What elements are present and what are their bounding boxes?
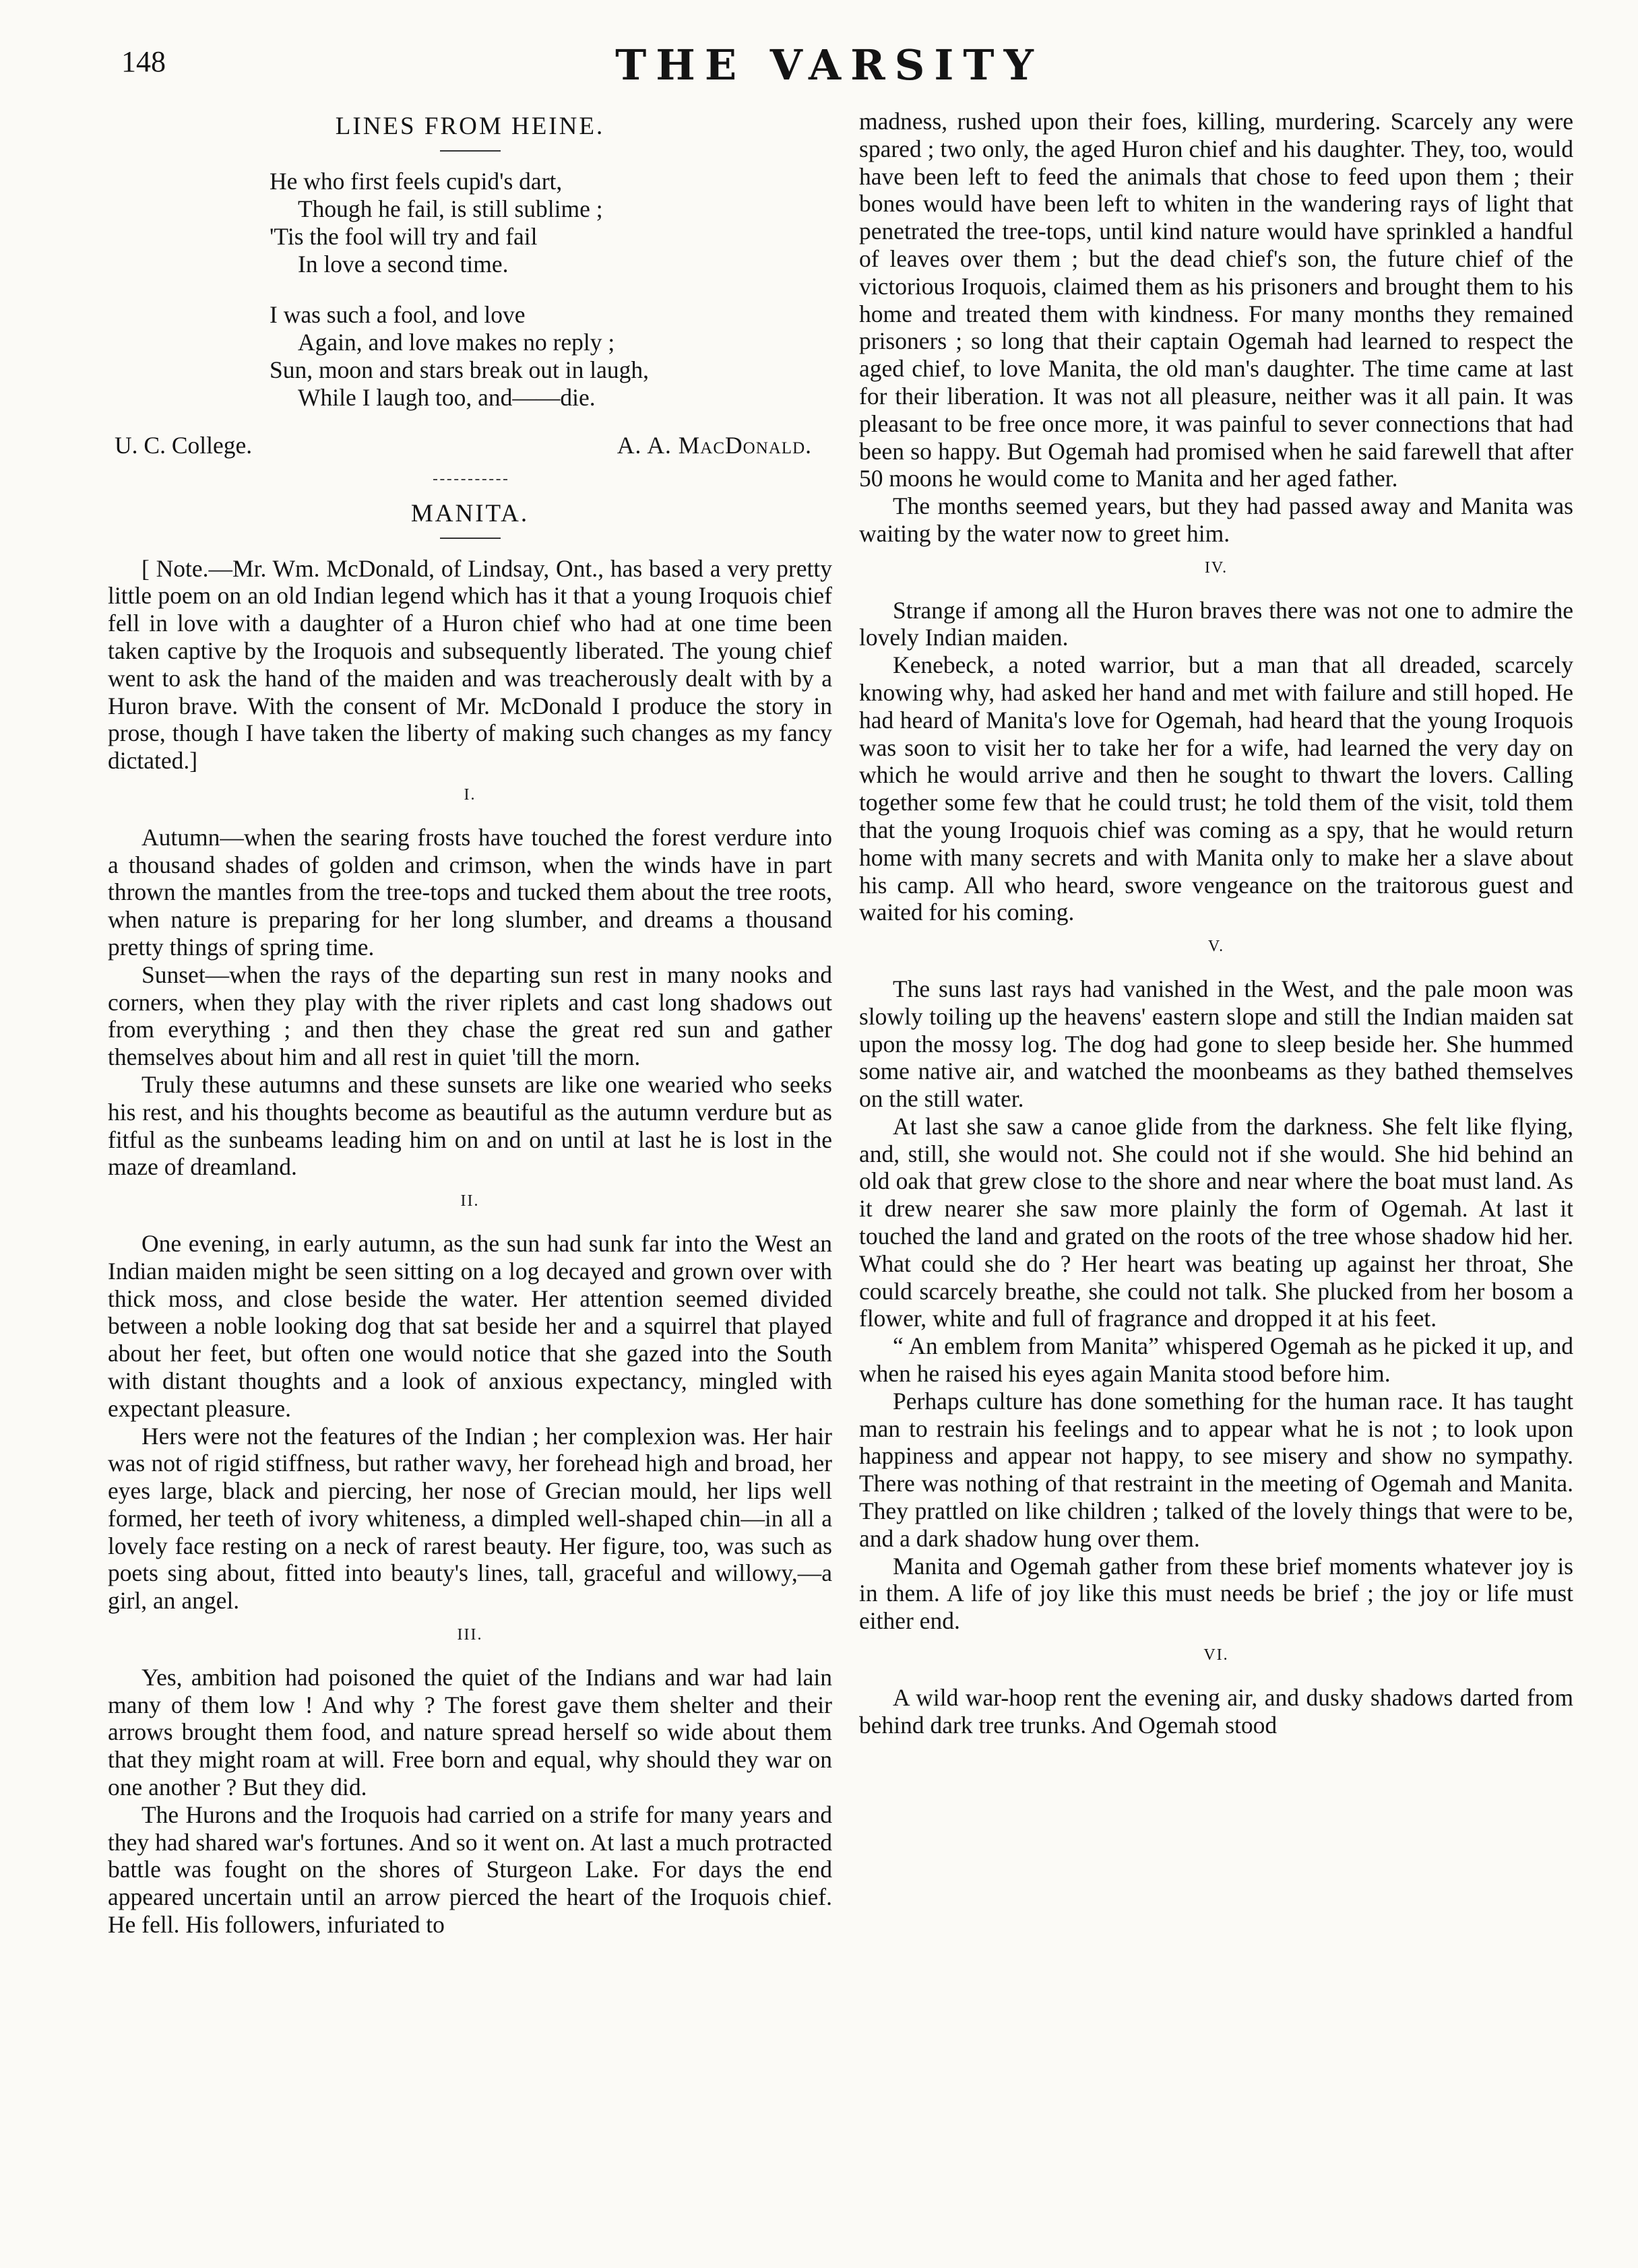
section-numeral-2: II.	[460, 1192, 480, 1210]
paragraph: One evening, in early autumn, as the sun had sunk far into the West an Indian maiden might be seen sitting on a log decayed and grown over with thick moss, and close beside the water. Her attention seemed divided between a noble looking dog that sat beside her and a squirrel that played about her feet, but often one would notice that she gazed into the South with distant thoughts and a look of anxious expectancy, mingled with expectant pleasure.	[108, 1229, 832, 1422]
poem-title: LINES FROM HEINE.	[335, 112, 605, 140]
paragraph: Manita and Ogemah gather from these brief moments whatever joy is in them. A life of joy like this must needs be brief ; the joy or life must either end.	[859, 1552, 1573, 1635]
poem-school: U. C. College.	[115, 431, 253, 459]
paragraph: Strange if among all the Huron braves there was not one to admire the lovely Indian maiden.	[859, 596, 1573, 651]
story-title: MANITA.	[410, 499, 530, 527]
paragraph: At last she saw a canoe glide from the darkness. She felt like flying, and, still, she would not. She could not if she would. She hid behind an old oak that grew close to the shore and near where the boat must land. As it drew nearer she saw more plainly the form of Ogemah. At last it touched the land and grated on the roots of the tree whose shadow hid her. What could she do ? Her heart was beating up against her throat, She could scarcely breathe, she could not talk. She plucked from her bosom a flower, white and full of fragrance and dropped it at his feet.	[859, 1112, 1573, 1332]
section-numeral-4: IV.	[1204, 558, 1228, 577]
paragraph: The suns last rays had vanished in the West, and the pale moon was slowly toiling up the heavens' eastern slope and still the Indian maiden sat upon the mossy log. The dog had gone to sleep beside her. She hummed some native air, and watched the moonbeams as they bathed themselves on the still water.	[859, 975, 1573, 1113]
section-numeral-6: VI.	[1203, 1646, 1229, 1664]
poem-line: I was such a fool, and love	[270, 300, 526, 328]
section-numeral-1: I.	[464, 785, 476, 804]
paragraph: The Hurons and the Iroquois had carried on a strife for many years and they had shared war's fortunes. And so it went on. At last a much protracted battle was fought on the shores of Sturgeon Lake. For days the end appeared uncertain until an arrow pierced the heart of the Iroquois chief. He fell. His followers, infuriated to	[108, 1801, 832, 1939]
section-numeral-3: III.	[457, 1626, 483, 1644]
poem-author: A. A. MacDonald.	[617, 431, 812, 459]
paragraph: The months seemed years, but they had passed away and Manita was waiting by the water now to greet him.	[859, 492, 1573, 547]
paragraph: Truly these autumns and these sunsets are like one wearied who seeks his rest, and his thoughts become as beautiful as the autumn verdure but as fitful as the sunbeams leading him on and on until at last he is lost in the maze of dreamland.	[108, 1070, 832, 1181]
paragraph: Yes, ambition had poisoned the quiet of the Indians and war had lain many of them low ! And why ? The forest gave them shelter and their arrows brought them food, and nature spread herself so wide about them that they might roam at will. Free born and equal, why should they war on one another ? But they did.	[108, 1663, 832, 1801]
poem-line: While I laugh too, and——die.	[298, 383, 596, 411]
poem-line: In love a second time.	[298, 250, 509, 278]
poem-line: Again, and love makes no reply ;	[298, 328, 615, 356]
paragraph: Kenebeck, a noted warrior, but a man that all dreaded, scarcely knowing why, had asked her hand and met with failure and still hoped. He had heard of Manita's love for Ogemah, had heard that the young Iroquois was soon to visit her to take her for a wife, had learned the very day on which he would arrive and then he sought to thwart the lovers. Calling together some few that he could trust; he told them of the visit, told them that the young Iroquois chief was coming as a spy, that he would return home with many secrets and with Manita only to make her a slave about his camp. All who heard, swore vengeance on the traitorous guest and waited for his coming.	[859, 651, 1573, 926]
section-divider	[433, 479, 507, 480]
paragraph: Hers were not the features of the Indian ; her complexion was. Her hair was not of rigid stiffness, but rather wavy, her forehead high and broad, her eyes large, black and piercing, her nose of Grecian mould, her lips well formed, her teeth of ivory whiteness, a dimpled well-shaped chin—in all a lovely face resting on a neck of rarest beauty. Her figure, too, was such as poets sing about, fitted into beauty's lines, tall, graceful and willowy,—a girl, an angel.	[108, 1422, 832, 1615]
right-column	[859, 108, 1573, 1739]
poem-stanza-1	[270, 168, 832, 278]
paragraph: Autumn—when the searing frosts have touched the forest verdure into a thousand shades of golden and crimson, when the winds have in part thrown the mantles from the tree-tops and tucked them about the tree roots, when nature is preparing for her long slumber, and dreams a thousand pretty things of spring time.	[108, 823, 832, 961]
poem-line: He who first feels cupid's dart,	[270, 167, 563, 195]
title-rule	[440, 538, 501, 539]
paragraph: “ An emblem from Manita” whispered Ogemah as he picked it up, and when he raised his eyes again Manita stood before him.	[859, 1332, 1573, 1388]
left-column	[108, 108, 832, 1939]
page-header	[121, 40, 1537, 90]
section-numeral-5: V.	[1207, 938, 1225, 956]
poem-line: Sun, moon and stars break out in laugh,	[270, 356, 649, 383]
masthead-title: THE VARSITY	[615, 40, 1043, 90]
paragraph: Sunset—when the rays of the departing sun rest in many nooks and corners, when they play with the river riplets and cast long shadows out from everything ; and then they chase the great red sun and gather themselves about him and all rest in quiet 'till the morn.	[108, 961, 832, 1071]
paragraph: madness, rushed upon their foes, killing, murdering. Scarcely any were spared ; two only, the aged Huron chief and his daughter. They, too, would have been left to feed the animals that chose to feed upon them ; their bones would have been left to whiten in the wandering rays of light that penetrated the tree-tops, until kind nature would have sprinkled a handful of leaves over them ; but the dead chief's son, the future chief of the victorious Iroquois, claimed them as his prisoners and brought them to his home and treated them with kindness. For many months they remained prisoners ; so long that their captain Ogemah had learned to respect the aged chief, to love Manita, the old man's daughter. The time came at last for their liberation. It was not all pleasure, neither was it all pain. It was pleasant to be free once more, it was painful to sever connections that had been so happy. But Ogemah had promised when he said farewell that after 50 moons he would come to Manita and her aged father.	[859, 108, 1573, 492]
poem-body	[270, 168, 832, 412]
page-number: 148	[121, 45, 166, 78]
title-rule	[440, 150, 501, 152]
poem-line: Though he fail, is still sublime ;	[298, 195, 603, 222]
editor-note: [ Note.—Mr. Wm. McDonald, of Lindsay, Ont., has based a very pretty little poem on an old Indian legend which has it that a young Iroquois chief fell in love with a daughter of a Huron chief who had at one time been taken captive by the Iroquois and subsequently liberated. The young chief went to ask the hand of the maiden and was treacherously dealt with by a Huron brave. With the consent of Mr. McDonald I produce the story in prose, though I have taken the liberty of making such changes as my fancy dictated.]	[108, 554, 832, 775]
paragraph: Perhaps culture has done something for the human race. It has taught man to restrain his feelings and to appear what he is not ; to look upon happiness and appear not happy, to see misery and show no sympathy. There was nothing of that restraint in the meeting of Ogemah and Manita. They prattled on like children ; talked of the lovely things that were to be, and a dark shadow hung over them.	[859, 1387, 1573, 1552]
poem-line: 'Tis the fool will try and fail	[270, 222, 538, 250]
poem-signature	[108, 432, 832, 461]
poem-stanza-2	[270, 301, 832, 412]
paragraph: A wild war-hoop rent the evening air, and dusky shadows darted from behind dark tree trunks. And Ogemah stood	[859, 1683, 1573, 1739]
